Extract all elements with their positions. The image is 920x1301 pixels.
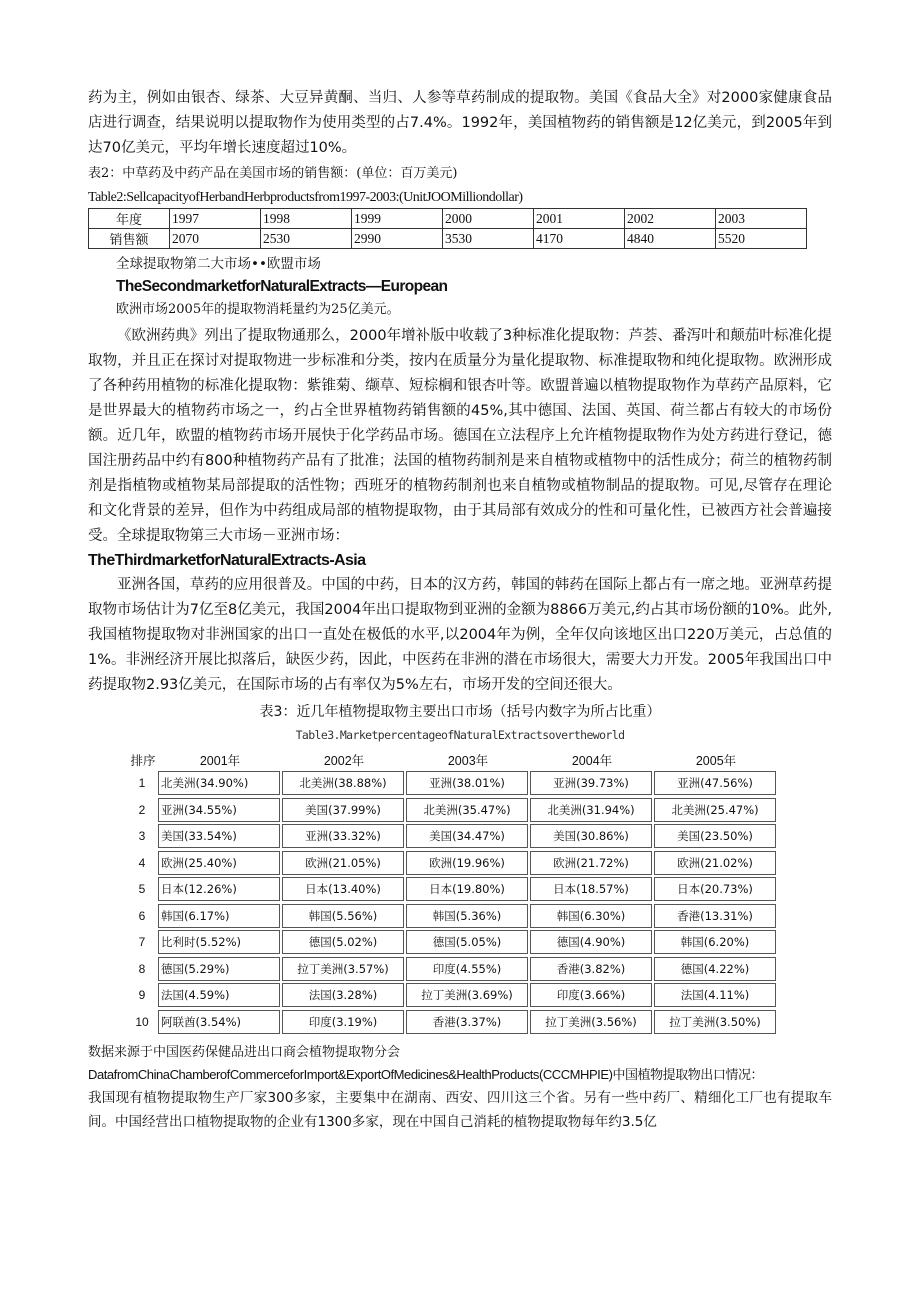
table3-row bbox=[128, 929, 832, 956]
table2-sales-value: 3530 bbox=[443, 229, 534, 249]
table2-sales-value: 4170 bbox=[534, 229, 625, 249]
table3-row bbox=[128, 1009, 832, 1036]
table3-cell: 美国(33.54%) bbox=[158, 824, 280, 848]
table2-year: 1998 bbox=[261, 209, 352, 229]
table3-rank: 6 bbox=[138, 908, 146, 923]
table3-row bbox=[128, 903, 832, 930]
table3-cell: 日本(13.40%) bbox=[282, 877, 404, 901]
table3-cell: 拉丁美洲(3.69%) bbox=[406, 983, 528, 1007]
table3-cell: 德国(5.05%) bbox=[406, 930, 528, 954]
table3-cell: 美国(34.47%) bbox=[406, 824, 528, 848]
table3-cell: 香港(3.37%) bbox=[406, 1010, 528, 1034]
asia-heading-en: TheThirdmarketforNaturalExtracts-Asia bbox=[88, 552, 366, 569]
table3-cell: 日本(19.80%) bbox=[406, 877, 528, 901]
table3-title-en: Table3.MarketpercentageofNaturalExtractsovertheworld bbox=[295, 728, 625, 742]
table2-sales bbox=[88, 208, 807, 249]
table3-rank: 4 bbox=[138, 855, 146, 870]
table3-cell: 法国(4.59%) bbox=[158, 983, 280, 1007]
closing-paragraph: 我国现有植物提取物生产厂家300多家，主要集中在湖南、西安、四川这三个省。另有一些中药厂、精细化工厂也有提取车间。中国经营出口植物提取物的企业有1300多家，现在中国自己消耗的植物提取物每年约3.5亿 bbox=[88, 1090, 832, 1130]
table3-cell: 拉丁美洲(3.50%) bbox=[654, 1010, 776, 1034]
table3-cell: 法国(3.28%) bbox=[282, 983, 404, 1007]
table3-cell: 德国(5.29%) bbox=[158, 957, 280, 981]
table2-sales-value: 4840 bbox=[625, 229, 716, 249]
table2-year: 2000 bbox=[443, 209, 534, 229]
table3-cell: 亚洲(47.56%) bbox=[654, 771, 776, 795]
table3-cell: 北美洲(38.88%) bbox=[282, 771, 404, 795]
table2-caption-en: Table2:SellcapacityofHerbandHerbproductsfrom1997-2003:(UnitJOOMilliondollar) bbox=[88, 190, 523, 205]
table2-year: 1999 bbox=[352, 209, 443, 229]
table3-rank-header: 排序 bbox=[130, 754, 156, 768]
asia-paragraph: 亚洲各国，草药的应用很普及。中国的中药，日本的汉方药，韩国的韩药在国际上都占有一席之地。亚洲草药提取物市场估计为7亿至8亿美元，我国2004年出口提取物到亚洲的金额为8866万美元,约占其市场份额的10%。此外,我国植物提取物对非洲国家的出口一直处在极低的水平,以2004年为例，全年仅向该地区出口220万美元，占总值的1%。非洲经济开展比拟落后，缺医少药，因此，中医药在非洲的潜在市场很大，需要大力开发。2005年我国出口中药提取物2.93亿美元，在国际市场的占有率仅为5%左右，市场开发的空间还很大。 bbox=[88, 577, 832, 693]
table2-year: 2001 bbox=[534, 209, 625, 229]
table3-cell: 阿联酋(3.54%) bbox=[158, 1010, 280, 1034]
table3-year-header: 2002年 bbox=[323, 754, 365, 768]
table3-row bbox=[128, 823, 832, 850]
table2-year: 2003 bbox=[716, 209, 807, 229]
table3-header-row bbox=[128, 750, 832, 770]
table2-caption-cn: 表2：中草药及中药产品在美国市场的销售额：(单位：百万美元) bbox=[88, 166, 458, 181]
document-page bbox=[88, 86, 832, 1134]
table3-cell: 印度(4.55%) bbox=[406, 957, 528, 981]
table3-cell: 日本(12.26%) bbox=[158, 877, 280, 901]
table3-year-header: 2001年 bbox=[199, 754, 241, 768]
table3-year-header: 2005年 bbox=[695, 754, 737, 768]
table3-cell: 欧洲(21.72%) bbox=[530, 851, 652, 875]
table3-cell: 韩国(6.30%) bbox=[530, 904, 652, 928]
table3-row bbox=[128, 956, 832, 983]
table3-body bbox=[128, 770, 832, 1035]
table2-year: 2002 bbox=[625, 209, 716, 229]
table3-cell: 北美洲(35.47%) bbox=[406, 798, 528, 822]
table3-title-cn: 表3：近几年植物提取物主要出口市场（括号内数字为所占比重） bbox=[259, 704, 661, 720]
table3-row bbox=[128, 770, 832, 797]
table3-rank: 9 bbox=[138, 988, 146, 1003]
table3-cell: 亚洲(39.73%) bbox=[530, 771, 652, 795]
source-note-cn: 数据来源于中国医药保健品进出口商会植物提取物分会 bbox=[88, 1045, 401, 1060]
table3-cell: 比利时(5.52%) bbox=[158, 930, 280, 954]
table3-cell: 拉丁美洲(3.56%) bbox=[530, 1010, 652, 1034]
table3-rank: 7 bbox=[138, 935, 146, 950]
table3-cell: 亚洲(38.01%) bbox=[406, 771, 528, 795]
table2-year-row bbox=[89, 209, 807, 229]
table3-rank: 3 bbox=[138, 829, 146, 844]
table3-row bbox=[128, 982, 832, 1009]
table3-cell: 香港(3.82%) bbox=[530, 957, 652, 981]
table2-sales-value: 2990 bbox=[352, 229, 443, 249]
table3-cell: 日本(20.73%) bbox=[654, 877, 776, 901]
table2-year-label: 年度 bbox=[89, 209, 170, 229]
table3-cell: 德国(4.90%) bbox=[530, 930, 652, 954]
table3-cell: 日本(18.57%) bbox=[530, 877, 652, 901]
table3-cell: 北美洲(25.47%) bbox=[654, 798, 776, 822]
europe-paragraph: 《欧洲药典》列出了提取物通那么，2000年增补版中收载了3种标准化提取物：芦荟、番泻叶和颠茄叶标准化提取物，并且正在探讨对提取物进一步标准和分类，按内在质量分为量化提取物、标准提取物和纯化提取物。欧洲形成了各种药用植物的标准化提取物：紫锥菊、缬草、短棕榈和银杏叶等。欧盟普遍以植物提取物作为草药产品原料，它是世界最大的植物药市场之一，约占全世界植物药销售额的45%,其中德国、法国、英国、荷兰都占有较大的市场份额。近几年，欧盟的植物药市场开展快于化学药品市场。德国在立法程序上允许植物提取物作为处方药进行登记，德国注册药品中约有800种植物药产品有了批准；法国的植物药制剂是来自植物或植物中的活性成分；荷兰的植物药制剂是指植物或植物某局部提取的活性物；西班牙的植物药制剂也来自植物或植物制品的提取物。可见,尽管存在理论和文化背景的差异，但作为中药组成局部的植物提取物，由于其局部有效成分的性和可量化性，已被西方社会普遍接受。全球提取物第三大市场－亚洲市场： bbox=[88, 328, 832, 544]
table3-market-share bbox=[128, 750, 832, 1035]
source-note-en: DatafromChinaChamberofCommerceforImport&ExportOfMedicines&HealthProducts(CCCMHPIE)中国植物提取物出口情况： bbox=[88, 1067, 764, 1082]
table3-cell: 欧洲(25.40%) bbox=[158, 851, 280, 875]
table3-cell: 韩国(6.20%) bbox=[654, 930, 776, 954]
table3-cell: 亚洲(34.55%) bbox=[158, 798, 280, 822]
table2-sales-value: 5520 bbox=[716, 229, 807, 249]
table3-cell: 北美洲(31.94%) bbox=[530, 798, 652, 822]
table3-cell: 德国(5.02%) bbox=[282, 930, 404, 954]
table3-cell: 韩国(5.36%) bbox=[406, 904, 528, 928]
table3-rank: 1 bbox=[138, 776, 146, 791]
table3-rank: 5 bbox=[138, 882, 146, 897]
table3-cell: 香港(13.31%) bbox=[654, 904, 776, 928]
table3-cell: 欧洲(21.02%) bbox=[654, 851, 776, 875]
table3-cell: 韩国(5.56%) bbox=[282, 904, 404, 928]
table3-cell: 美国(30.86%) bbox=[530, 824, 652, 848]
table3-cell: 德国(4.22%) bbox=[654, 957, 776, 981]
table3-cell: 印度(3.66%) bbox=[530, 983, 652, 1007]
table3-cell: 亚洲(33.32%) bbox=[282, 824, 404, 848]
table3-cell: 法国(4.11%) bbox=[654, 983, 776, 1007]
europe-heading-cn: 全球提取物第二大市场••欧盟市场 bbox=[116, 256, 321, 272]
table3-cell: 美国(23.50%) bbox=[654, 824, 776, 848]
table3-cell: 拉丁美洲(3.57%) bbox=[282, 957, 404, 981]
europe-note: 欧洲市场2005年的提取物消耗量约为25亿美元。 bbox=[116, 302, 400, 317]
table2-sales-value: 2070 bbox=[170, 229, 261, 249]
intro-paragraph: 药为主，例如由银杏、绿茶、大豆异黄酮、当归、人参等草药制成的提取物。美国《食品大全》对2000家健康食品店进行调查，结果说明以提取物作为使用类型的占7.4%。1992年，美国植物药的销售额是12亿美元，到2005年到达70亿美元，平均年增长速度超过10%。 bbox=[88, 90, 832, 156]
table3-row bbox=[128, 797, 832, 824]
table3-row bbox=[128, 850, 832, 877]
europe-heading-en: TheSecondmarketforNaturalExtracts—European bbox=[116, 278, 448, 295]
table3-row bbox=[128, 876, 832, 903]
table3-cell: 北美洲(34.90%) bbox=[158, 771, 280, 795]
table3-year-header: 2003年 bbox=[447, 754, 489, 768]
table3-rank: 2 bbox=[138, 802, 146, 817]
table2-sales-value: 2530 bbox=[261, 229, 352, 249]
table2-sales-label: 销售额 bbox=[89, 229, 170, 249]
table3-cell: 韩国(6.17%) bbox=[158, 904, 280, 928]
table2-sales-row bbox=[89, 229, 807, 249]
table3-cell: 欧洲(21.05%) bbox=[282, 851, 404, 875]
table3-rank: 10 bbox=[135, 1014, 149, 1029]
table3-year-header: 2004年 bbox=[571, 754, 613, 768]
table2-year: 1997 bbox=[170, 209, 261, 229]
table3-rank: 8 bbox=[138, 961, 146, 976]
table3-cell: 美国(37.99%) bbox=[282, 798, 404, 822]
table3-cell: 欧洲(19.96%) bbox=[406, 851, 528, 875]
table3-cell: 印度(3.19%) bbox=[282, 1010, 404, 1034]
